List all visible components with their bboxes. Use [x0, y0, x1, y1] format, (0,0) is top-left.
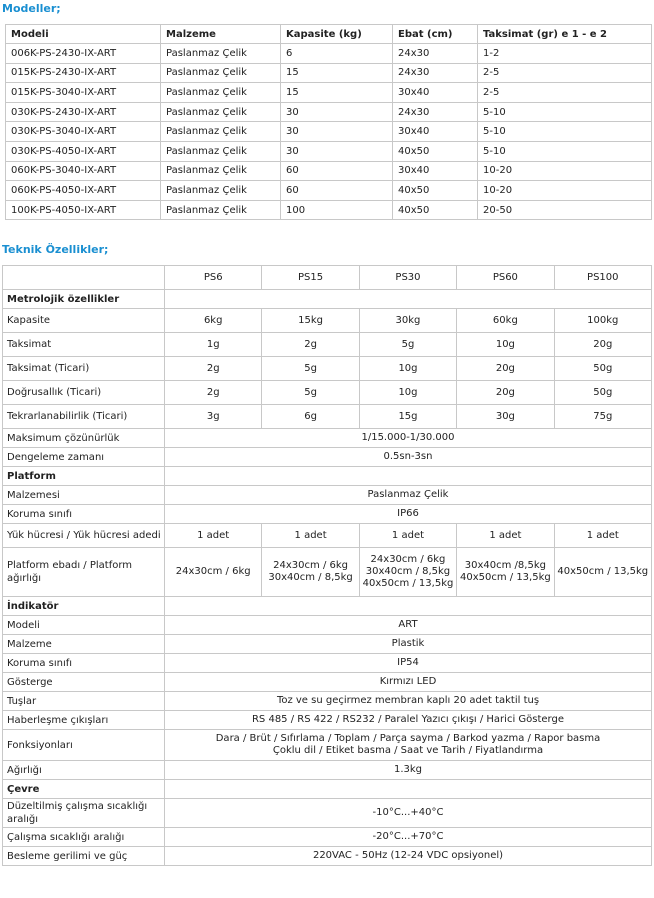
table-cell: 24x30 — [393, 44, 478, 64]
table-cell: 2-5 — [478, 63, 652, 83]
table-cell: 24x30 — [393, 102, 478, 122]
spec-value: 1 adet — [262, 524, 359, 548]
table-cell: 6 — [281, 44, 393, 64]
spec-label: Modeli — [3, 616, 165, 635]
spec-label: Maksimum çözünürlük — [3, 429, 165, 448]
spec-value: 5g — [359, 333, 456, 357]
table-cell: 20-50 — [478, 200, 652, 220]
table-row — [6, 83, 652, 103]
spec-row — [3, 548, 652, 597]
spec-value: 50g — [554, 381, 651, 405]
spec-value-line: 24x30cm / 6kg — [370, 554, 446, 565]
spec-value: -10°C...+40°C — [165, 799, 652, 828]
spec-row — [3, 505, 652, 524]
spec-label: Tekrarlanabilirlik (Ticari) — [3, 405, 165, 429]
spec-label: Koruma sınıfı — [3, 505, 165, 524]
spec-value: ART — [165, 616, 652, 635]
table-cell: 40x50 — [393, 200, 478, 220]
column-header: Modeli — [6, 25, 161, 44]
table-cell: 30x40 — [393, 122, 478, 142]
spec-value: 15g — [359, 405, 456, 429]
spec-label: Ağırlığı — [3, 761, 165, 780]
spec-section-row — [3, 780, 652, 799]
spec-value: -20°C...+70°C — [165, 828, 652, 847]
spec-section-label: Çevre — [3, 780, 165, 799]
table-row — [6, 181, 652, 201]
spec-model-header: PS60 — [457, 266, 554, 290]
spec-value-line: 40x50cm / 13,5kg — [557, 566, 649, 577]
spec-label: Besleme gerilimi ve güç — [3, 847, 165, 866]
models-heading: Modeller; — [2, 2, 61, 15]
spec-row — [3, 761, 652, 780]
spec-value: 30g — [457, 405, 554, 429]
spec-value: 20g — [457, 381, 554, 405]
table-cell: 30x40 — [393, 161, 478, 181]
spec-value: Toz ve su geçirmez membran kaplı 20 adet taktil tuş — [165, 692, 652, 711]
spec-section-fill — [165, 597, 652, 616]
table-cell: 030K-PS-2430-IX-ART — [6, 102, 161, 122]
spec-row — [3, 730, 652, 761]
spec-row — [3, 673, 652, 692]
spec-value-line: 40x50cm / 13,5kg — [362, 578, 454, 589]
spec-label: Malzeme — [3, 635, 165, 654]
spec-value: 20g — [457, 357, 554, 381]
spec-section-row — [3, 597, 652, 616]
spec-row — [3, 799, 652, 828]
spec-row — [3, 828, 652, 847]
spec-value: 100kg — [554, 309, 651, 333]
table-cell: Paslanmaz Çelik — [161, 44, 281, 64]
table-cell: 30x40 — [393, 83, 478, 103]
spec-value: 1g — [165, 333, 262, 357]
spec-label: Haberleşme çıkışları — [3, 711, 165, 730]
spec-value: IP54 — [165, 654, 652, 673]
spec-row — [3, 429, 652, 448]
table-cell: 030K-PS-4050-IX-ART — [6, 141, 161, 161]
table-cell: 30 — [281, 122, 393, 142]
spec-section-fill — [165, 290, 652, 309]
spec-value: 30kg — [359, 309, 456, 333]
spec-row — [3, 524, 652, 548]
spec-value: 6kg — [165, 309, 262, 333]
spec-model-header: PS15 — [262, 266, 359, 290]
spec-row — [3, 405, 652, 429]
spec-label: Tuşlar — [3, 692, 165, 711]
spec-value — [457, 548, 554, 597]
spec-row — [3, 381, 652, 405]
spec-header-row — [3, 266, 652, 290]
spec-value — [554, 548, 651, 597]
spec-label: Platform ebadı / Platform ağırlığı — [3, 548, 165, 597]
spec-value — [165, 730, 652, 761]
spec-value: 1 adet — [554, 524, 651, 548]
spec-value — [262, 548, 359, 597]
spec-label: Malzemesi — [3, 486, 165, 505]
spec-section-fill — [165, 467, 652, 486]
spec-value: IP66 — [165, 505, 652, 524]
table-cell: 40x50 — [393, 181, 478, 201]
spec-label: Doğrusallık (Ticari) — [3, 381, 165, 405]
spec-label: Dengeleme zamanı — [3, 448, 165, 467]
spec-value: 75g — [554, 405, 651, 429]
spec-value: 60kg — [457, 309, 554, 333]
table-cell: Paslanmaz Çelik — [161, 102, 281, 122]
column-header: Ebat (cm) — [393, 25, 478, 44]
table-cell: Paslanmaz Çelik — [161, 200, 281, 220]
spec-value: 10g — [359, 381, 456, 405]
table-cell: 10-20 — [478, 181, 652, 201]
table-cell: 30 — [281, 102, 393, 122]
spec-value: 220VAC - 50Hz (12-24 VDC opsiyonel) — [165, 847, 652, 866]
column-header: Malzeme — [161, 25, 281, 44]
table-cell: Paslanmaz Çelik — [161, 161, 281, 181]
table-cell: 5-10 — [478, 141, 652, 161]
table-cell: Paslanmaz Çelik — [161, 181, 281, 201]
spec-value: 10g — [457, 333, 554, 357]
spec-value: 2g — [165, 357, 262, 381]
spec-row — [3, 847, 652, 866]
spec-row — [3, 711, 652, 730]
spec-value — [359, 548, 456, 597]
table-cell: 1-2 — [478, 44, 652, 64]
table-cell: 15 — [281, 83, 393, 103]
table-cell: 60 — [281, 161, 393, 181]
table-cell: 100K-PS-4050-IX-ART — [6, 200, 161, 220]
spec-value: 5g — [262, 357, 359, 381]
spec-value: 2g — [165, 381, 262, 405]
spec-value: 0.5sn-3sn — [165, 448, 652, 467]
column-header: Kapasite (kg) — [281, 25, 393, 44]
spec-row — [3, 448, 652, 467]
spec-value-line: 30x40cm / 8,5kg — [268, 572, 353, 583]
spec-row — [3, 616, 652, 635]
models-table — [5, 24, 652, 220]
table-row — [6, 141, 652, 161]
table-row — [6, 102, 652, 122]
table-row — [6, 63, 652, 83]
table-cell: 60 — [281, 181, 393, 201]
table-cell: 015K-PS-3040-IX-ART — [6, 83, 161, 103]
spec-corner-cell — [3, 266, 165, 290]
spec-label: Düzeltilmiş çalışma sıcaklığı aralığı — [3, 799, 165, 828]
spec-model-header: PS30 — [359, 266, 456, 290]
spec-section-label: İndikatör — [3, 597, 165, 616]
spec-value: 20g — [554, 333, 651, 357]
spec-row — [3, 357, 652, 381]
spec-value-line: 30x40cm / 8,5kg — [365, 566, 451, 577]
spec-value: 5g — [262, 381, 359, 405]
spec-value: 1 adet — [359, 524, 456, 548]
spec-value-line: 40x50cm / 13,5kg — [459, 572, 551, 583]
spec-value: 1 adet — [457, 524, 554, 548]
specs-table — [2, 265, 652, 866]
spec-value-line: Dara / Brüt / Sıfırlama / Toplam / Parça sayma / Barkod yazma / Rapor basma — [215, 733, 601, 744]
table-cell: 2-5 — [478, 83, 652, 103]
spec-row — [3, 635, 652, 654]
spec-model-header: PS6 — [165, 266, 262, 290]
table-row — [6, 200, 652, 220]
spec-label: Yük hücresi / Yük hücresi adedi — [3, 524, 165, 548]
spec-value: RS 485 / RS 422 / RS232 / Paralel Yazıcı çıkışı / Harici Gösterge — [165, 711, 652, 730]
spec-label: Gösterge — [3, 673, 165, 692]
table-cell: 24x30 — [393, 63, 478, 83]
spec-value: 15kg — [262, 309, 359, 333]
spec-section-row — [3, 290, 652, 309]
spec-value-line: Çoklu dil / Etiket basma / Saat ve Tarih / Fiyatlandırma — [272, 745, 544, 756]
spec-value: Kırmızı LED — [165, 673, 652, 692]
table-cell: 5-10 — [478, 122, 652, 142]
spec-value: 3g — [165, 405, 262, 429]
spec-value: 1 adet — [165, 524, 262, 548]
spec-label: Taksimat — [3, 333, 165, 357]
spec-row — [3, 309, 652, 333]
table-cell: Paslanmaz Çelik — [161, 63, 281, 83]
spec-section-label: Metrolojik özellikler — [3, 290, 165, 309]
specs-heading: Teknik Özellikler; — [2, 243, 109, 256]
table-cell: Paslanmaz Çelik — [161, 83, 281, 103]
spec-value-line: 24x30cm / 6kg — [175, 566, 251, 577]
spec-label: Çalışma sıcaklığı aralığı — [3, 828, 165, 847]
spec-section-label: Platform — [3, 467, 165, 486]
spec-value — [165, 548, 262, 597]
spec-value: Paslanmaz Çelik — [165, 486, 652, 505]
spec-section-row — [3, 467, 652, 486]
spec-value: 6g — [262, 405, 359, 429]
spec-row — [3, 654, 652, 673]
spec-model-header: PS100 — [554, 266, 651, 290]
spec-value-line: 30x40cm /8,5kg — [464, 560, 546, 571]
spec-value: 1.3kg — [165, 761, 652, 780]
table-row — [6, 44, 652, 64]
spec-value: 50g — [554, 357, 651, 381]
table-cell: 060K-PS-4050-IX-ART — [6, 181, 161, 201]
table-row — [6, 161, 652, 181]
table-cell: Paslanmaz Çelik — [161, 141, 281, 161]
spec-section-fill — [165, 780, 652, 799]
spec-row — [3, 486, 652, 505]
table-cell: Paslanmaz Çelik — [161, 122, 281, 142]
spec-value-line: 24x30cm / 6kg — [273, 560, 348, 571]
table-cell: 015K-PS-2430-IX-ART — [6, 63, 161, 83]
table-cell: 5-10 — [478, 102, 652, 122]
spec-label: Kapasite — [3, 309, 165, 333]
spec-value: 2g — [262, 333, 359, 357]
table-cell: 030K-PS-3040-IX-ART — [6, 122, 161, 142]
spec-label: Fonksiyonları — [3, 730, 165, 761]
table-cell: 40x50 — [393, 141, 478, 161]
table-cell: 100 — [281, 200, 393, 220]
spec-label: Koruma sınıfı — [3, 654, 165, 673]
table-cell: 30 — [281, 141, 393, 161]
spec-label: Taksimat (Ticari) — [3, 357, 165, 381]
spec-row — [3, 692, 652, 711]
spec-row — [3, 333, 652, 357]
spec-value: 10g — [359, 357, 456, 381]
table-cell: 006K-PS-2430-IX-ART — [6, 44, 161, 64]
table-cell: 060K-PS-3040-IX-ART — [6, 161, 161, 181]
table-cell: 15 — [281, 63, 393, 83]
spec-value: 1/15.000-1/30.000 — [165, 429, 652, 448]
column-header: Taksimat (gr) e 1 - e 2 — [478, 25, 652, 44]
spec-value: Plastik — [165, 635, 652, 654]
table-cell: 10-20 — [478, 161, 652, 181]
table-row — [6, 122, 652, 142]
